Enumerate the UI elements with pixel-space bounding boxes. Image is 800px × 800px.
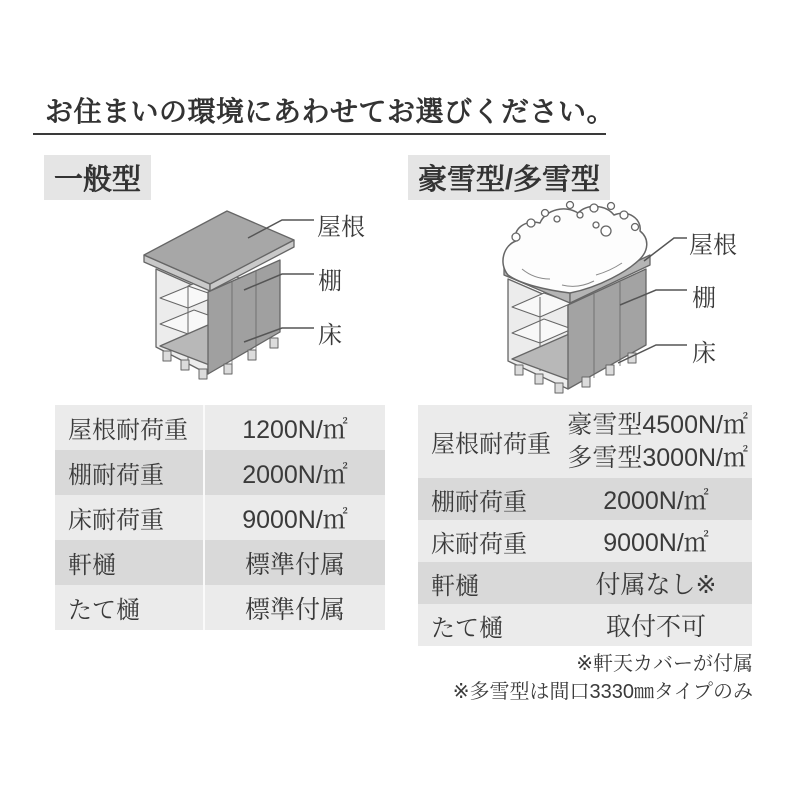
spec-value: 標準付属: [244, 595, 345, 624]
spec-value-line1: 豪雪型4500N/㎡: [567, 410, 748, 439]
heavy-snow-spec-table: [418, 405, 752, 646]
page-title: お住まいの環境にあわせてお選びください。: [45, 96, 616, 127]
spec-label: 床耐荷重: [431, 530, 527, 558]
spec-label: 屋根耐荷重: [68, 417, 188, 444]
spec-label: 軒樋: [431, 572, 479, 600]
spec-label: 床耐荷重: [68, 507, 164, 534]
spec-label: 棚耐荷重: [68, 462, 164, 489]
spec-label: 棚耐荷重: [431, 488, 527, 516]
spec-value: 2000N/㎡: [242, 460, 348, 489]
spec-value-line2: 多雪型3000N/㎡: [567, 443, 748, 472]
spec-value: 9000N/㎡: [603, 529, 709, 557]
spec-value: 付属なし※: [595, 571, 717, 599]
snow-floor-label: 床: [692, 340, 716, 367]
snow-shelf-label: 棚: [692, 285, 716, 312]
table-row: [55, 450, 385, 495]
general-shelf-label: 棚: [318, 268, 342, 295]
general-floor-label: 床: [318, 322, 342, 349]
spec-value: [560, 409, 752, 475]
table-row: [418, 520, 752, 562]
spec-label: たて樋: [431, 614, 503, 642]
footnote-1: ※軒天カバーが付属: [576, 653, 753, 675]
spec-value: 標準付属: [244, 550, 345, 579]
spec-label: たて樋: [68, 597, 140, 624]
table-row: [55, 540, 385, 585]
badge-general-type: 一般型: [44, 155, 151, 200]
spec-value: 9000N/㎡: [242, 505, 348, 534]
badge-heavy-snow-type: 豪雪型/多雪型: [408, 155, 610, 200]
spec-label: 軒樋: [68, 552, 116, 579]
footnotes: [408, 650, 753, 706]
spec-value: 1200N/㎡: [242, 415, 348, 444]
general-roof-label: 屋根: [317, 214, 365, 241]
footnote-2: ※多雪型は間口3330㎜タイプのみ: [452, 681, 753, 703]
general-spec-table: [55, 405, 385, 630]
table-row: [55, 495, 385, 540]
table-row: [418, 604, 752, 646]
table-row: [418, 562, 752, 604]
table-row: [418, 405, 752, 478]
spec-value: 取付不可: [605, 613, 706, 641]
title-underline: [33, 133, 606, 135]
spec-label: 屋根耐荷重: [431, 431, 551, 458]
table-row: [418, 478, 752, 520]
table-row: [55, 585, 385, 630]
table-row: [55, 405, 385, 450]
snow-roof-label: 屋根: [689, 232, 737, 259]
spec-value: 2000N/㎡: [603, 487, 709, 515]
